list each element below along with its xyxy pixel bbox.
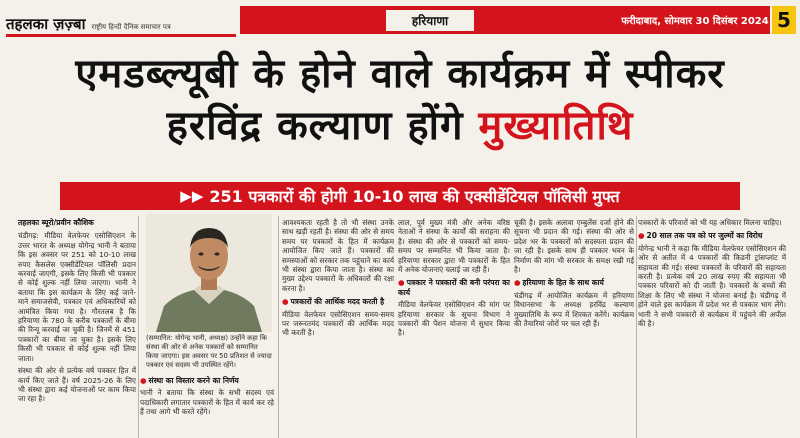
portrait-photo: [146, 214, 272, 332]
photo-caption: (सम्मानित: योगेन्द्र भानी, अध्यक्ष) उन्होंने कहा कि संस्था की ओर से अनेक पत्रकारों को सम्मानित किया जाएगा। इस अवसर पर 50 प्रतिशत से ज्यादा पत्रकार एवं सदस्य भी उपस्थित रहेंगे।: [146, 334, 272, 369]
article-paragraph: आवश्यकता रहती है तो भी संस्था उनके साथ खड़ी रहती है। संस्था की ओर से समय समय पर पत्रकारों के हित में कार्यक्रम आयोजित किए जाते हैं। पत्रकारों की समस्याओं को सरकार तक पहुंचाने का कार्य भी संस्था द्वारा किया जाता है। संस्था का मुख्य उद्देश्य पत्रकारों के अधिकारों की रक्षा करना है।: [282, 218, 394, 293]
page-number-badge: 5: [772, 6, 796, 34]
article-column-1: [18, 218, 136, 438]
section-name: हरियाणा: [386, 10, 474, 31]
article-paragraph: भानी ने बताया कि संस्था के सभी सदस्य एवं पदाधिकारी लगातार पत्रकारों के हित में कार्य कर रहे हैं तथा आगे भी करते रहेंगे।: [140, 388, 274, 417]
headline-line-1: एमडब्ल्यूबी के होने वाले कार्यक्रम में स्पीकर: [75, 51, 725, 97]
subheadline-text: 251 पत्रकारों की होगी 10-10 लाख की एक्सीडेंटियल पॉलिसी मुफ्त: [209, 187, 620, 206]
headline-line-2: [0, 100, 800, 152]
column-divider: [138, 216, 139, 438]
page-header: [0, 0, 800, 40]
article-column-3: [282, 218, 394, 438]
section-bar: [240, 6, 620, 34]
subheadline-banner: [60, 182, 740, 210]
article-paragraph: चंडीगढ़ में आयोजित कार्यक्रम में हरियाणा विधानसभा के अध्यक्ष हरविंद्र कल्याण मुख्यातिथि के रूप में शिरकत करेंगे। कार्यक्रम की तैयारियां जोरों पर चल रही हैं।: [514, 290, 634, 329]
bullet-icon: ●: [282, 297, 289, 307]
article-paragraph: चंडीगढ़: मीडिया वेलफेयर एसोसिएशन के उत्तर भारत के अध्यक्ष योगेन्द्र भानी ने बताया कि इस अवसर पर 251 को 10-10 लाख रुपए कैसलेस एक्सीडेंटियल पॉलिसी प्रदान करवाई जाएगी, इसके लिए किसी भी पत्रकार से कोई शुल्क नहीं लिया जाएगा। भानी ने बताया कि इस कार्यक्रम के लिए कई जाने-माने समाजसेवी, पत्रकार एवं अधिकारियों को आमंत्रित किया गया है। गौरतलब है कि हरियाणा के 780 के करीब पत्रकारों के बीमा की रिन्यू करवाई जा चुकी है। जिनमें से 451 पत्रकारों का बीमा जा चुका है। इसके लिए किसी भी पत्रकार से कोई शुल्क नहीं लिया जाता।: [18, 231, 136, 363]
dateline: फरीदाबाद, सोमवार 30 दिसंबर 2024: [620, 6, 770, 34]
article-paragraph: संस्था की ओर से प्रत्येक वर्ष पत्रकार हित में कार्य किए जाते हैं। वर्ष 2025-26 के लिए भी संस्था द्वारा कई योजनाओं पर काम किया जा रहा है।: [18, 366, 136, 404]
article-subhead: ● 20 साल तक पत्र को पर जुल्मों का विरोध: [638, 231, 763, 241]
article-column-4: [398, 218, 510, 438]
masthead-logo: तहलका ज़ज़्बा: [6, 15, 86, 33]
bullet-icon: ●: [140, 376, 147, 385]
article-subhead: ● पत्रकारों की आर्थिक मदद करती है: [282, 297, 385, 307]
article-paragraph: चूकी है। इसके अलावा एम्बुलेंस दर्जा होने की सूचना भी प्रदान की गई। संस्था की ओर से प्रदेश भर के पत्रकारों को सदस्यता प्रदान की जा रही है। इसके साथ ही पत्रकार भवन के निर्माण की मांग भी सरकार के समक्ष रखी गई है।: [514, 218, 634, 275]
bullet-icon: ●: [638, 231, 645, 241]
double-arrow-icon: ▶▶: [180, 187, 204, 205]
article-subhead: ● संस्था का विस्तार करने का निर्णय: [140, 376, 239, 385]
column-divider: [278, 216, 279, 438]
article-column-6: [638, 218, 786, 438]
headline-line-2-black: हरविंद्र कल्याण होंगे: [166, 103, 479, 149]
article-subhead: ● पत्रकार ने पत्रकारों की बनी परंपरा का कार्य: [398, 278, 510, 297]
article-paragraph: लाल, पूर्व मुख्य मंत्री और अनेक वरिष्ठ नेताओं ने संस्था के कार्यों की सराहना की है। संस्था की ओर से पत्रकारों को समय-समय पर सम्मानित भी किया जाता है। हरियाणा सरकार द्वारा भी पत्रकारों के हित में अनेक योजनाएं चलाई जा रही हैं।: [398, 218, 510, 275]
bullet-icon: ●: [398, 278, 405, 288]
article-paragraph: पत्रकारों के परिवारों को भी यह अधिकार मिलना चाहिए।: [638, 218, 782, 227]
masthead-block: [6, 6, 236, 37]
article-column-2: [140, 372, 274, 438]
headline-line-2-red: मुख्यातिथि: [478, 103, 634, 149]
bullet-icon: ●: [514, 278, 521, 288]
column-divider: [636, 216, 637, 438]
article-byline: तहलका ब्यूरो/प्रवीन कौशिक: [18, 218, 94, 227]
main-headline: [0, 48, 800, 152]
article-paragraph: मीडिया वेलफेयर एसोसिएशन समय-समय पर जरूरतमंद पत्रकारों की आर्थिक मदद भी करती है।: [282, 309, 394, 338]
article-paragraph: योगेन्द्र भानी ने कहा कि मीडिया वेलफेयर एसोसिएशन की ओर से अतीत में 4 पत्रकारों की किडनी ट्रांसप्लांट में सहायता की गई। संस्था पत्रकारों के परिवारों की सहायता करती है। प्रत्येक वर्ष 20 लाख रुपए की सहायता भी पत्रकार परिवारों को दी जाती है। पत्रकारों के बच्चों की शिक्षा के लिए भी संस्था ने योजना बनाई है। चंडीगढ़ में होने वाले इस कार्यक्रम में प्रदेश भर से पत्रकार भाग लेंगे। भानी ने सभी पत्रकारों से कार्यक्रम में पहुंचने की अपील की है।: [638, 243, 786, 329]
article-subhead: ● हरियाणा के हित के साथ कार्य: [514, 278, 604, 288]
article-column-5: [514, 218, 634, 438]
masthead-tagline: राष्ट्रीय हिन्दी दैनिक समाचार पत्र: [91, 23, 171, 31]
man-portrait-icon: [146, 214, 272, 332]
article-paragraph: मीडिया वेलफेयर एसोसिएशन की मांग पर हरियाणा सरकार के सूचना विभाग ने पत्रकारों की पेंशन योजना में सुधार किया है।: [398, 300, 510, 338]
